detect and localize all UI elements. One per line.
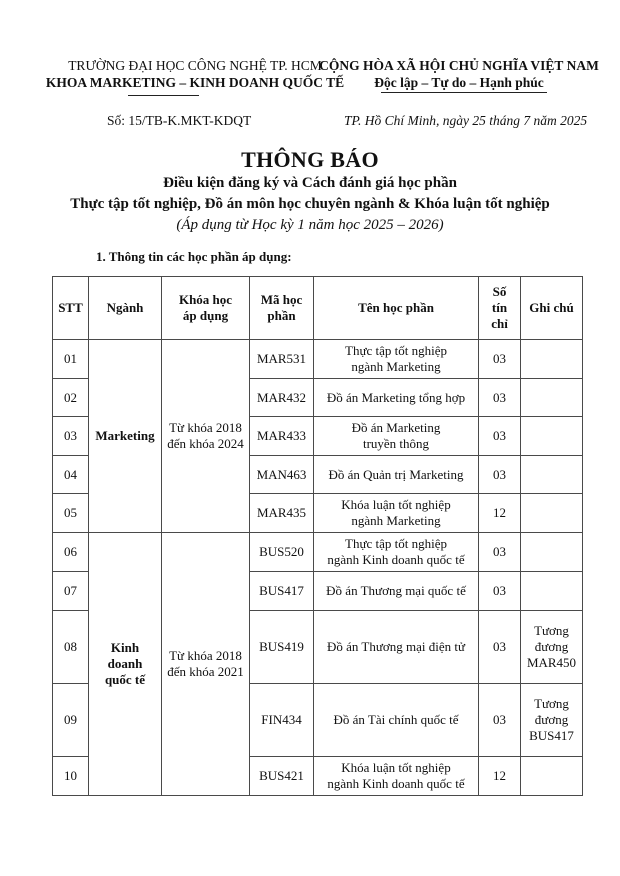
row-stt: 02 <box>53 379 89 417</box>
row-stt: 04 <box>53 456 89 494</box>
course-note <box>521 684 583 757</box>
document-number: Số: 15/TB-K.MKT-KDQT <box>107 113 252 128</box>
col-header-code <box>250 277 314 340</box>
course-name <box>314 340 479 379</box>
course-credits: 03 <box>479 340 521 379</box>
course-credits: 03 <box>479 611 521 684</box>
major-cell-marketing: Marketing <box>89 340 162 533</box>
note-line1: Tương <box>534 623 569 638</box>
course-name-line1: Đồ án Thương mại quốc tế <box>326 583 466 598</box>
course-name-line1: Khóa luận tốt nghiệp <box>341 760 451 775</box>
col-header-course-name <box>314 277 479 340</box>
note-line2: đương <box>534 639 569 654</box>
major-line1: Kinh <box>110 640 140 655</box>
major-line2: doanh <box>107 656 143 671</box>
col-header-major <box>89 277 162 340</box>
col-header-cohort-line1: Khóa học <box>178 292 233 307</box>
course-note <box>521 572 583 611</box>
course-name-line1: Đồ án Thương mại điện tử <box>326 639 466 654</box>
cohort-cell-international-business <box>162 533 250 796</box>
course-credits: 03 <box>479 572 521 611</box>
col-header-course-name-label: Tên học phần <box>358 300 434 315</box>
cohort-line1: Từ khóa 2018 <box>169 420 242 435</box>
course-name-line1: Khóa luận tốt nghiệp <box>341 497 451 512</box>
row-stt: 01 <box>53 340 89 379</box>
course-credits: 03 <box>479 417 521 456</box>
course-note <box>521 494 583 533</box>
course-name <box>314 533 479 572</box>
document-subtitle-1: Điều kiện đăng ký và Cách đánh giá học phần <box>163 175 457 191</box>
course-name-line1: Đồ án Marketing <box>351 420 441 435</box>
course-credits: 03 <box>479 379 521 417</box>
course-name-line1: Thực tập tốt nghiệp <box>345 343 447 358</box>
course-name <box>314 611 479 684</box>
cohort-line2: đến khóa 2021 <box>167 664 244 679</box>
col-header-code-line2: phần <box>267 308 296 323</box>
col-header-note-label: Ghi chú <box>529 300 574 315</box>
course-name-line2: truyền thông <box>362 436 430 451</box>
note-line2: đương <box>534 712 569 727</box>
course-name-line2: ngành Marketing <box>351 513 441 528</box>
course-code: BUS417 <box>250 572 314 611</box>
course-code: FIN434 <box>250 684 314 757</box>
cohort-line2: đến khóa 2024 <box>167 436 244 451</box>
course-code: MAR531 <box>250 340 314 379</box>
table-row <box>53 533 583 572</box>
course-credits: 12 <box>479 757 521 796</box>
col-header-credits-line3: chỉ <box>491 316 508 331</box>
university-name: TRƯỜNG ĐẠI HỌC CÔNG NGHỆ TP. HCM <box>68 58 322 73</box>
col-header-credits-line2: tín <box>491 300 508 315</box>
course-note <box>521 757 583 796</box>
document-title: THÔNG BÁO <box>241 147 379 172</box>
course-name-line2: ngành Marketing <box>351 359 441 374</box>
row-stt: 07 <box>53 572 89 611</box>
col-header-cohort <box>162 277 250 340</box>
table-row <box>53 340 583 379</box>
table-header-row <box>53 277 583 340</box>
course-code: MAR435 <box>250 494 314 533</box>
course-code: BUS419 <box>250 611 314 684</box>
cohort-cell-marketing <box>162 340 250 533</box>
course-name <box>314 417 479 456</box>
course-credits: 03 <box>479 533 521 572</box>
note-line3: MAR450 <box>526 655 577 670</box>
applicability-note: (Áp dụng từ Học kỳ 1 năm học 2025 – 2026) <box>176 217 444 233</box>
course-name <box>314 572 479 611</box>
faculty-name: KHOA MARKETING – KINH DOANH QUỐC TẾ <box>45 75 345 90</box>
col-header-stt <box>53 277 89 340</box>
course-credits: 12 <box>479 494 521 533</box>
issuer-underline <box>128 95 199 96</box>
course-credits: 03 <box>479 684 521 757</box>
row-stt: 10 <box>53 757 89 796</box>
section-heading-1: 1. Thông tin các học phần áp dụng: <box>96 249 292 264</box>
cohort-line1: Từ khóa 2018 <box>169 648 242 663</box>
col-header-cohort-line2: áp dụng <box>182 308 229 323</box>
col-header-stt-label: STT <box>58 300 83 315</box>
col-header-major-label: Ngành <box>106 300 144 315</box>
course-table <box>52 276 583 796</box>
col-header-note <box>521 277 583 340</box>
course-name <box>314 379 479 417</box>
course-name-line1: Đồ án Tài chính quốc tế <box>333 712 459 727</box>
course-name-line1: Thực tập tốt nghiệp <box>345 536 447 551</box>
course-code: MAN463 <box>250 456 314 494</box>
course-name <box>314 757 479 796</box>
national-motto: Độc lập – Tự do – Hạnh phúc <box>374 75 544 90</box>
course-code: MAR433 <box>250 417 314 456</box>
row-stt: 05 <box>53 494 89 533</box>
course-name <box>314 494 479 533</box>
national-header-block <box>308 57 610 91</box>
col-header-credits <box>479 277 521 340</box>
course-name-line1: Đồ án Marketing tổng hợp <box>326 389 466 405</box>
course-name-line1: Đồ án Quản trị Marketing <box>328 466 464 482</box>
course-name-line2: ngành Kinh doanh quốc tế <box>327 552 465 567</box>
note-line3: BUS417 <box>529 728 574 743</box>
course-note <box>521 417 583 456</box>
course-note <box>521 611 583 684</box>
course-code: BUS520 <box>250 533 314 572</box>
row-stt: 06 <box>53 533 89 572</box>
course-note <box>521 456 583 494</box>
note-line1: Tương <box>534 696 569 711</box>
course-note <box>521 379 583 417</box>
motto-underline <box>381 92 547 93</box>
row-stt: 03 <box>53 417 89 456</box>
course-name <box>314 684 479 757</box>
major-line3: quốc tế <box>104 672 146 687</box>
course-name-line2: ngành Kinh doanh quốc tế <box>327 776 465 791</box>
nation-name: CỘNG HÒA XÃ HỘI CHỦ NGHĨA VIỆT NAM <box>319 58 599 73</box>
course-code: BUS421 <box>250 757 314 796</box>
document-date: TP. Hồ Chí Minh, ngày 25 tháng 7 năm 2025 <box>344 113 588 128</box>
col-header-code-line1: Mã học <box>260 292 303 307</box>
document-subtitle-2: Thực tập tốt nghiệp, Đồ án môn học chuyên ngành & Khóa luận tốt nghiệp <box>70 196 550 212</box>
course-name <box>314 456 479 494</box>
course-note <box>521 533 583 572</box>
course-code: MAR432 <box>250 379 314 417</box>
row-stt: 08 <box>53 611 89 684</box>
row-stt: 09 <box>53 684 89 757</box>
course-credits: 03 <box>479 456 521 494</box>
col-header-credits-line1: Số <box>492 284 507 299</box>
course-note <box>521 340 583 379</box>
major-cell-international-business <box>89 533 162 796</box>
